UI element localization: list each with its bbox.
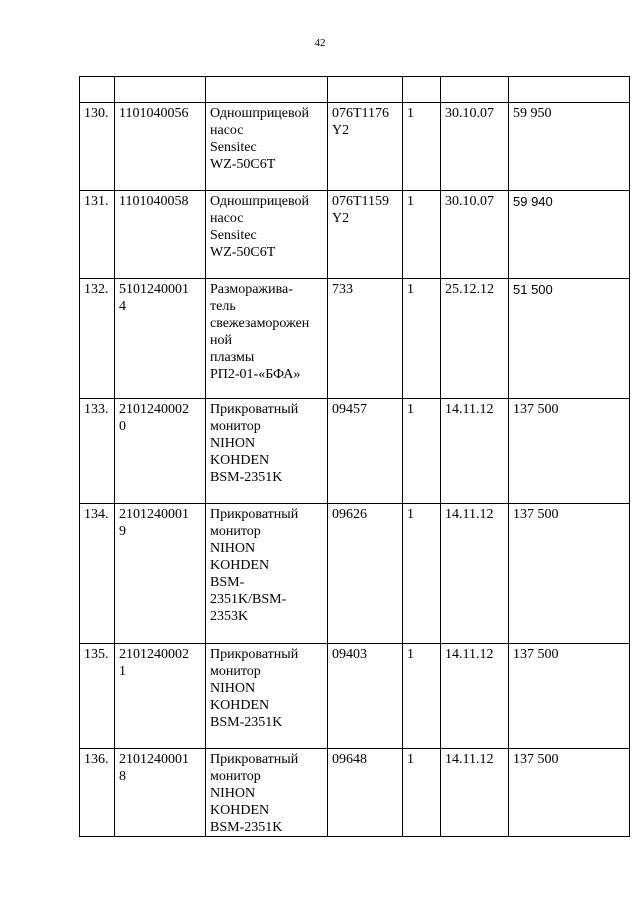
item-name-line: Разморажива-: [210, 282, 293, 297]
price-cell: 137 500: [509, 644, 630, 749]
header-cell: [441, 77, 509, 103]
inventory-table: [79, 76, 630, 837]
date-cell: 14.11.12: [441, 399, 509, 504]
serial-number-line: 09457: [332, 402, 367, 417]
serial-number-line: 09403: [332, 647, 367, 662]
item-name-line: KOHDEN: [210, 698, 270, 713]
date-cell: 14.11.12: [441, 749, 509, 837]
row-number-cell: 134.: [80, 504, 115, 644]
item-name-line: плазмы: [210, 350, 255, 365]
item-name-line: Прикроватный: [210, 752, 299, 767]
table-header-row: [80, 77, 630, 103]
item-name-cell: [206, 279, 328, 399]
header-cell: [403, 77, 441, 103]
quantity-cell: 1: [403, 191, 441, 279]
row-number-cell: 130.: [80, 103, 115, 191]
serial-number-line: 076T1176: [332, 106, 390, 121]
item-name-line: монитор: [210, 664, 261, 679]
date-cell: 14.11.12: [441, 504, 509, 644]
item-name-cell: [206, 103, 328, 191]
item-name-line: монитор: [210, 524, 261, 539]
page-number: 42: [314, 37, 326, 49]
inventory-number-cell: [115, 191, 206, 279]
item-name-line: Sensitec: [210, 228, 257, 243]
serial-number-line: Y2: [332, 123, 350, 138]
table-row: [80, 191, 630, 279]
table-row: [80, 103, 630, 191]
header-cell: [328, 77, 403, 103]
table-row: [80, 504, 630, 644]
item-name-line: NIHON: [210, 681, 256, 696]
item-name-line: монитор: [210, 419, 261, 434]
quantity-cell: 1: [403, 399, 441, 504]
quantity-cell: 1: [403, 103, 441, 191]
item-name-line: свежезаморожен: [210, 316, 310, 331]
inventory-number-cell: [115, 749, 206, 837]
item-name-line: NIHON: [210, 436, 256, 451]
item-name-line: KOHDEN: [210, 558, 270, 573]
serial-number-cell: [328, 399, 403, 504]
item-name-cell: [206, 749, 328, 837]
header-cell: [509, 77, 630, 103]
item-name-line: BSM-2351K: [210, 715, 283, 730]
row-number-cell: 133.: [80, 399, 115, 504]
inventory-number-line: 2101240002: [119, 402, 189, 417]
item-name-line: насос: [210, 211, 244, 226]
item-name-line: насос: [210, 123, 244, 138]
serial-number-line: 733: [332, 282, 353, 297]
price-cell: 59 940: [509, 191, 630, 279]
item-name-line: BSM-2351K: [210, 820, 283, 835]
item-name-cell: [206, 191, 328, 279]
item-name-line: Прикроватный: [210, 647, 299, 662]
row-number-cell: 136.: [80, 749, 115, 837]
item-name-cell: [206, 504, 328, 644]
inventory-number-line: 2101240001: [119, 507, 189, 522]
serial-number-cell: [328, 103, 403, 191]
item-name-line: BSM-: [210, 575, 245, 590]
header-cell: [115, 77, 206, 103]
inventory-number-cell: [115, 279, 206, 399]
table-row: [80, 749, 630, 837]
date-cell: 25.12.12: [441, 279, 509, 399]
date-cell: 30.10.07: [441, 103, 509, 191]
price-cell: 137 500: [509, 749, 630, 837]
inventory-number-line: 2101240001: [119, 752, 189, 767]
price-cell: 51 500: [509, 279, 630, 399]
table-row: [80, 399, 630, 504]
item-name-line: KOHDEN: [210, 803, 270, 818]
item-name-line: BSM-2351K: [210, 470, 283, 485]
price-cell: 137 500: [509, 504, 630, 644]
item-name-line: Одношприцевой: [210, 194, 310, 209]
quantity-cell: 1: [403, 749, 441, 837]
row-number-cell: 135.: [80, 644, 115, 749]
serial-number-cell: [328, 279, 403, 399]
inventory-number-cell: [115, 103, 206, 191]
inventory-number-line: 1: [119, 664, 126, 679]
header-cell: [206, 77, 328, 103]
item-name-line: монитор: [210, 769, 261, 784]
item-name-line: РП2-01-«БФА»: [210, 367, 301, 382]
inventory-number-line: 1101040058: [119, 194, 189, 209]
item-name-line: NIHON: [210, 541, 256, 556]
serial-number-cell: [328, 749, 403, 837]
inventory-number-line: 4: [119, 299, 126, 314]
inventory-number-cell: [115, 504, 206, 644]
serial-number-line: 076T1159: [332, 194, 390, 209]
quantity-cell: 1: [403, 504, 441, 644]
item-name-line: Прикроватный: [210, 402, 299, 417]
inventory-number-cell: [115, 399, 206, 504]
item-name-line: Sensitec: [210, 140, 257, 155]
item-name-line: Прикроватный: [210, 507, 299, 522]
serial-number-line: 09648: [332, 752, 367, 767]
date-cell: 30.10.07: [441, 191, 509, 279]
item-name-cell: [206, 644, 328, 749]
inventory-number-line: 8: [119, 769, 126, 784]
item-name-line: WZ-50C6T: [210, 157, 276, 172]
item-name-line: ной: [210, 333, 232, 348]
item-name-line: 2353K: [210, 609, 249, 624]
inventory-number-line: 2101240002: [119, 647, 189, 662]
item-name-line: WZ-50C6T: [210, 245, 276, 260]
inventory-number-line: 1101040056: [119, 106, 189, 121]
serial-number-cell: [328, 191, 403, 279]
inventory-number-line: 9: [119, 524, 126, 539]
row-number-cell: 131.: [80, 191, 115, 279]
item-name-line: 2351K/BSM-: [210, 592, 287, 607]
item-name-line: Одношприцевой: [210, 106, 310, 121]
serial-number-line: 09626: [332, 507, 367, 522]
inventory-number-line: 0: [119, 419, 126, 434]
header-cell: [80, 77, 115, 103]
serial-number-cell: [328, 644, 403, 749]
quantity-cell: 1: [403, 644, 441, 749]
table-row: [80, 279, 630, 399]
item-name-line: KOHDEN: [210, 453, 270, 468]
inventory-number-cell: [115, 644, 206, 749]
table-row: [80, 644, 630, 749]
inventory-number-line: 5101240001: [119, 282, 189, 297]
price-cell: 59 950: [509, 103, 630, 191]
item-name-cell: [206, 399, 328, 504]
date-cell: 14.11.12: [441, 644, 509, 749]
item-name-line: NIHON: [210, 786, 256, 801]
serial-number-cell: [328, 504, 403, 644]
item-name-line: тель: [210, 299, 236, 314]
price-cell: 137 500: [509, 399, 630, 504]
row-number-cell: 132.: [80, 279, 115, 399]
quantity-cell: 1: [403, 279, 441, 399]
serial-number-line: Y2: [332, 211, 350, 226]
